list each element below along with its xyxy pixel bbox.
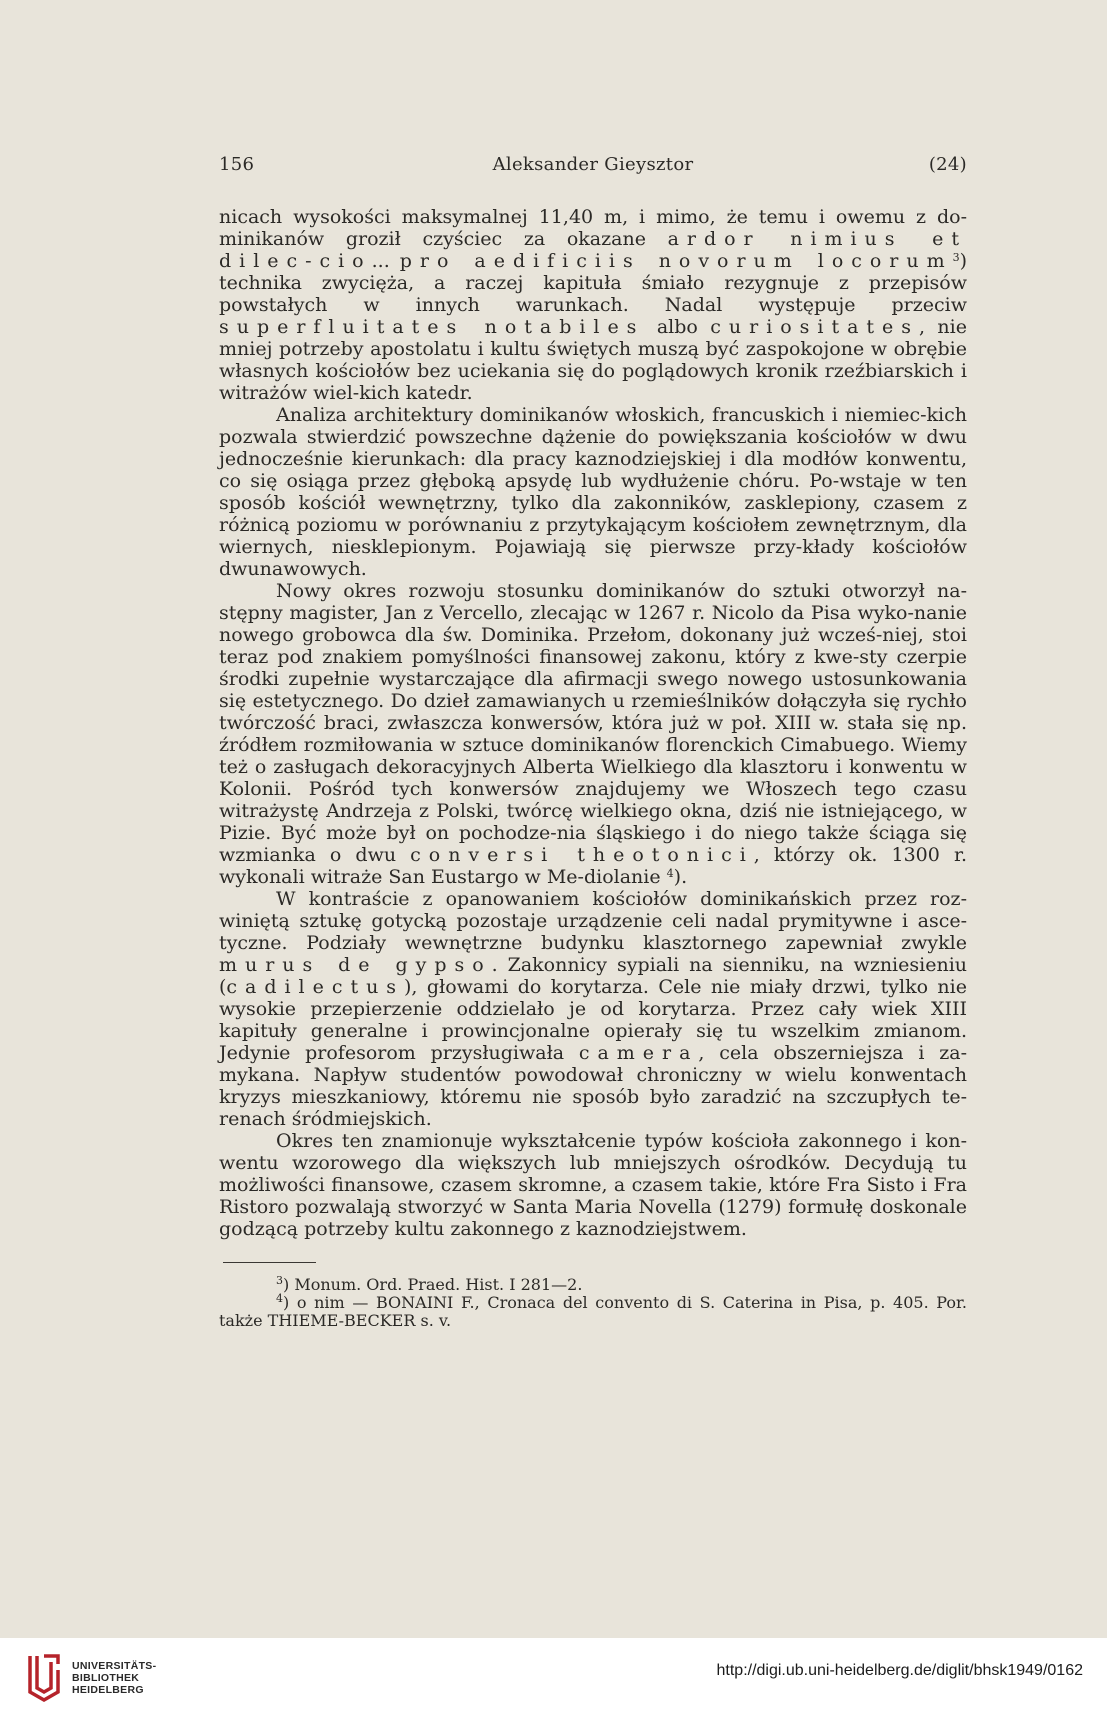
text-run: albo xyxy=(644,316,711,338)
paragraph-5: Okres ten znamionuje wykształcenie typów kościoła zakonnego i kon-wentu wzorowego dla większych lub mniejszych ośrodków. Decydują tu możliwości finansowe, czasem skromne, a czasem takie, które Fra Sisto i Fra Ristoro pozwalają stworzyć w Santa Maria Novella (1279) formułę doskonale godzącą potrzeby kultu zakonnego z kaznodziejstwem. xyxy=(219,1130,967,1240)
digitization-footer xyxy=(0,1638,1107,1722)
footnote-mark: 3 xyxy=(276,1274,283,1287)
text-run: nicach wysokości maksymalnej 11,40 m, i mimo, że temu i owemu z do-minikanów groził czyściec za okazane xyxy=(219,206,967,250)
text-run: ), głowami do korytarza. Cele nie miały drzwi, tylko nie wysokie przepierzenie oddzielało je od korytarza. Przez cały wiek XIII kapituły generalne i prowincjonalne opierały się tu wszelkim zmianom. Jedynie profesorom przysługiwała xyxy=(219,976,967,1064)
spaced-latin-phrase: camera xyxy=(578,1042,699,1064)
footnote-ref-4: 4 xyxy=(666,867,674,880)
running-head xyxy=(219,154,967,180)
text-run: ) technika zwycięża, a raczej kapituła śmiało rezygnuje z przepisów powstałych w innych warunkach. Nadal występuje przeciw xyxy=(219,250,967,316)
text-run: , którzy ok. 1300 r. wykonali witraże San Eustargo w Me-diolanie xyxy=(219,844,967,888)
library-name-line: BIBLIOTHEK xyxy=(72,1672,140,1684)
body-text xyxy=(219,206,967,1240)
paragraph-3 xyxy=(219,580,967,888)
text-run: . Zakonnicy sypiali na sienniku, na wzniesieniu ( xyxy=(219,954,968,998)
footnote-divider xyxy=(223,1262,316,1263)
text-run: W kontraście z opanowaniem kościołów dominikańskich przez roz-winiętą sztukę gotycką pozostaje urządzenie celi nadal prymitywne i asce-tyczne. Podziały wewnętrzne budynku klasztornego zapewniał zwykle xyxy=(219,888,967,954)
library-name-line: HEIDELBERG xyxy=(72,1684,144,1696)
spaced-latin-phrase: ardor nimius et dilec-cio xyxy=(219,228,967,272)
spaced-latin-phrase: cadilectus xyxy=(226,976,405,998)
paragraph-1 xyxy=(219,206,967,404)
footnote-4 xyxy=(219,1294,967,1330)
library-name-line: UNIVERSITÄTS- xyxy=(72,1660,157,1672)
footnote-text: ) o nim — BONAINI F., Cronaca del convento di S. Caterina in Pisa, p. 405. Por. także THIEME-BECKER s. v. xyxy=(219,1293,967,1330)
text-run: ... xyxy=(371,250,400,272)
footnote-ref-3: 3 xyxy=(952,251,960,264)
ub-heidelberg-logo-icon xyxy=(24,1652,64,1702)
running-head-author: Aleksander Gieysztor xyxy=(492,154,694,175)
spaced-latin-phrase: conversi theotonici xyxy=(410,844,754,866)
spaced-latin-phrase: curiositates xyxy=(710,316,919,338)
page-content xyxy=(219,154,967,1330)
library-name xyxy=(72,1660,156,1696)
footnotes xyxy=(219,1276,967,1330)
running-head-section: (24) xyxy=(928,154,967,175)
text-run: Nowy okres rozwoju stosunku dominikanów do sztuki otworzył na-stępny magister, Jan z Vercello, zlecając w 1267 r. Nicolo da Pisa wyko-nanie nowego grobowca dla św. Dominika. Przełom, dokonany już wcześ-niej, stoi teraz pod znakiem pomyślności finansowej zakonu, który z kwe-sty czerpie środki zupełnie wystarczające dla afirmacji swego nowego ustosunkowania się estetycznego. Do dzieł zamawianych u rzemieślników dołączyła się rychło twórczość braci, zwłaszcza konwersów, która już w poł. XIII w. stała się np. źródłem rozmiłowania w sztuce dominikanów florenckich Cimabuego. Wiemy też o zasługach dekoracyjnych Alberta Wielkiego dla klasztoru i konwentu w Kolonii. Pośród tych konwersów znajdujemy we Włoszech tego czasu witrażystę Andrzeja z Polski, twórcę wielkiego okna, dziś nie istniejącego, w Pizie. Być może był on pochodze-nia śląskiego i do niego także ściąga się wzmianka o dwu xyxy=(219,580,967,866)
text-run: ). xyxy=(673,866,688,888)
footnote-3 xyxy=(219,1276,967,1294)
spaced-latin-phrase: murus de gypso xyxy=(219,954,492,976)
text-run: , nie mniej potrzeby apostolatu i kultu świętych muszą być zaspokojone w obrębie własnych kościołów bez uciekania się do poglądowych kronik rzeźbiarskich i witrażów wiel-kich katedr. xyxy=(219,316,967,404)
spaced-latin-phrase: superfluitates notabiles xyxy=(219,316,645,338)
spaced-latin-phrase: pro aedificiis novorum locorum xyxy=(399,250,953,272)
page-number: 156 xyxy=(219,154,255,175)
paragraph-4 xyxy=(219,888,967,1130)
paragraph-2: Analiza architektury dominikanów włoskich, francuskich i niemiec-kich pozwala stwierdzić powszechne dążenie do powiększania kościołów w dwu jednocześnie kierunkach: dla pracy kaznodziejskiej i dla modłów konwentu, co się osiąga przez głęboką apsydę lub wydłużenie chóru. Po-wstaje w ten sposób kościół wewnętrzny, tylko dla zakonników, zasklepiony, czasem z różnicą poziomu w porównaniu z przytykającym kościołem zewnętrznym, dla wiernych, niesklepionym. Pojawiają się pierwsze przy-kłady kościołów dwunawowych. xyxy=(219,404,967,580)
footnote-mark: 4 xyxy=(276,1292,283,1305)
text-run: , cela obszerniejsza i za-mykana. Napływ studentów powodował chroniczny w wielu konwentach kryzys mieszkaniowy, któremu nie sposób było zaradzić na szczupłych te-renach śródmiejskich. xyxy=(219,1042,967,1130)
source-url-link[interactable]: http://digi.ub.uni-heidelberg.de/diglit/bhsk1949/0162 xyxy=(716,1662,1083,1679)
footnote-text: ) Monum. Ord. Praed. Hist. I 281—2. xyxy=(283,1275,583,1294)
